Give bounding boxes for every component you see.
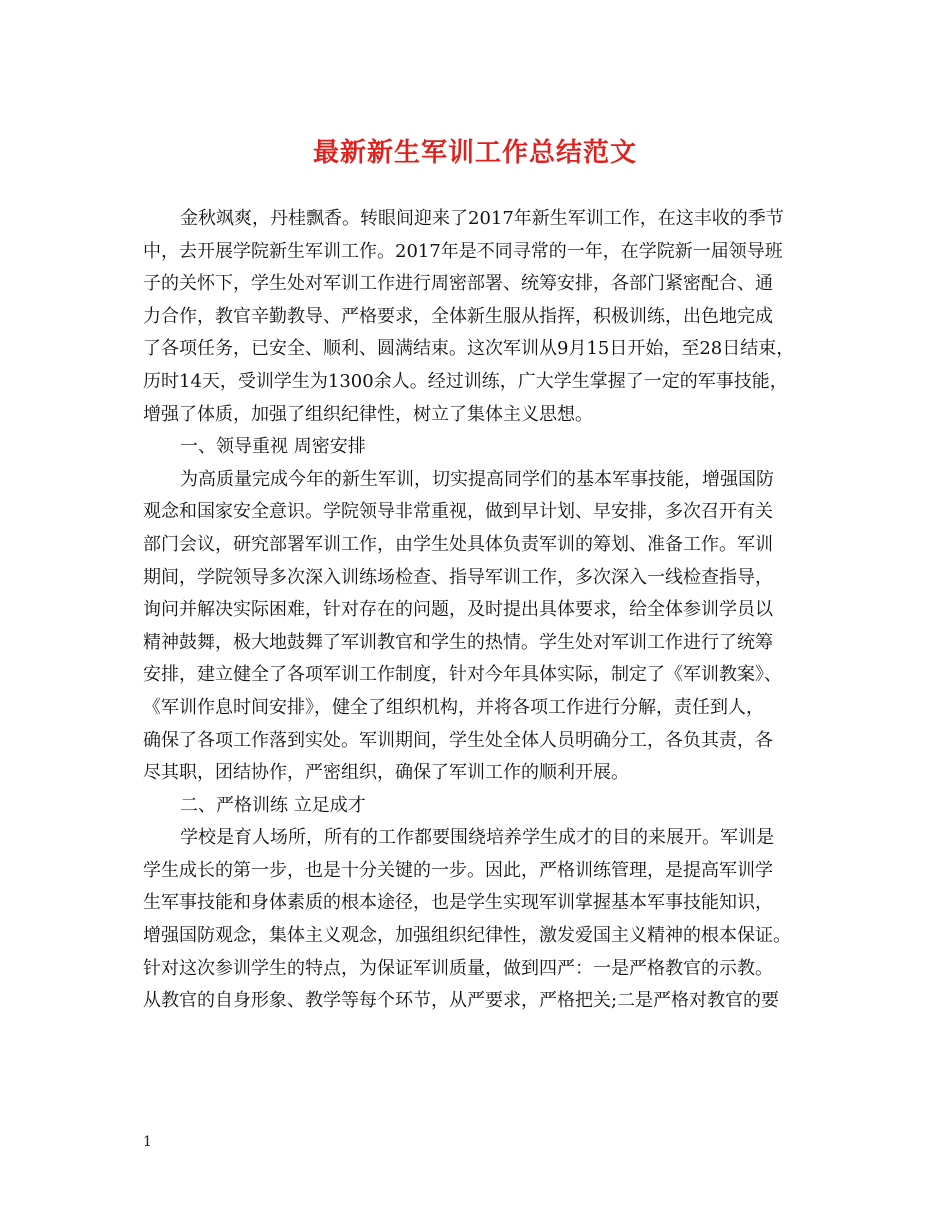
page-number: 1 [143, 1134, 152, 1150]
section-heading: 一、领导重视 周密安排 [180, 436, 366, 458]
paragraph-line: 部门会议，研究部署军训工作，由学生处具体负责军训的筹划、准备工作。军训 [143, 533, 773, 555]
paragraph-line: 学校是育人场所，所有的工作都要围绕培养学生成才的目的来展开。军训是 [180, 827, 774, 849]
paragraph-line: 了各项任务，已安全、顺利、圆满结束。这次军训从9月15日开始，至28日结束， [143, 338, 795, 360]
paragraph-line: 子的关怀下，学生处对军训工作进行周密部署、统筹安排，各部门紧密配合、通 [143, 273, 773, 295]
paragraph-line: 从教官的自身形象、教学等每个环节，从严要求，严格把关;二是严格对教官的要 [143, 990, 780, 1012]
paragraph-line: 安排，建立健全了各项军训工作制度，针对今年具体实际，制定了《军训教案》、 [143, 664, 782, 686]
paragraph-line: 为高质量完成今年的新生军训，切实提高同学们的基本军事技能，增强国防 [180, 468, 774, 490]
section-heading: 二、严格训练 立足成才 [180, 794, 366, 816]
paragraph-line: 询问并解决实际困难，针对存在的问题，及时提出具体要求，给全体参训学员以 [143, 599, 773, 621]
document-body [143, 203, 833, 1018]
paragraph-line: 力合作，教官辛勤教导、严格要求，全体新生服从指挥，积极训练，出色地完成 [143, 305, 773, 327]
paragraph-line: 针对这次参训学生的特点，为保证军训质量，做到四严：一是严格教官的示教。 [143, 957, 773, 979]
paragraph-line: 金秋飒爽，丹桂飘香。转眼间迎来了2017年新生军训工作，在这丰收的季节 [180, 208, 784, 229]
paragraph-line: 观念和国家安全意识。学院领导非常重视，做到早计划、早安排，多次召开有关 [143, 501, 773, 523]
paragraph-line: 中，去开展学院新生军训工作。2017年是不同寻常的一年，在学院新一届领导班 [143, 240, 783, 262]
paragraph-line: 历时14天，受训学生为1300余人。经过训练，广大学生掌握了一定的军事技能， [143, 370, 788, 392]
document-title: 最新新生军训工作总结范文 [312, 138, 637, 168]
paragraph-line: 生军事技能和身体素质的根本途径，也是学生实现军训掌握基本军事技能知识， [143, 892, 773, 914]
paragraph-line: 学生成长的第一步，也是十分关键的一步。因此，严格训练管理，是提高军训学 [143, 859, 773, 881]
paragraph-line: 增强了体质，加强了组织纪律性，树立了集体主义思想。 [143, 403, 593, 425]
paragraph-line: 确保了各项工作落到实处。军训期间，学生处全体人员明确分工，各负其责，各 [143, 729, 773, 751]
paragraph-line: 期间，学院领导多次深入训练场检查、指导军训工作，多次深入一线检查指导， [143, 566, 773, 588]
paragraph-line: 《军训作息时间安排》，健全了组织机构，并将各项工作进行分解，责任到人， [143, 696, 764, 718]
paragraph-line: 精神鼓舞，极大地鼓舞了军训教官和学生的热情。学生处对军训工作进行了统筹 [143, 631, 773, 653]
paragraph-line: 尽其职，团结协作，严密组织，确保了军训工作的顺利开展。 [143, 762, 629, 784]
paragraph-line: 增强国防观念，集体主义观念，加强组织纪律性，激发爱国主义精神的根本保证。 [143, 925, 791, 947]
